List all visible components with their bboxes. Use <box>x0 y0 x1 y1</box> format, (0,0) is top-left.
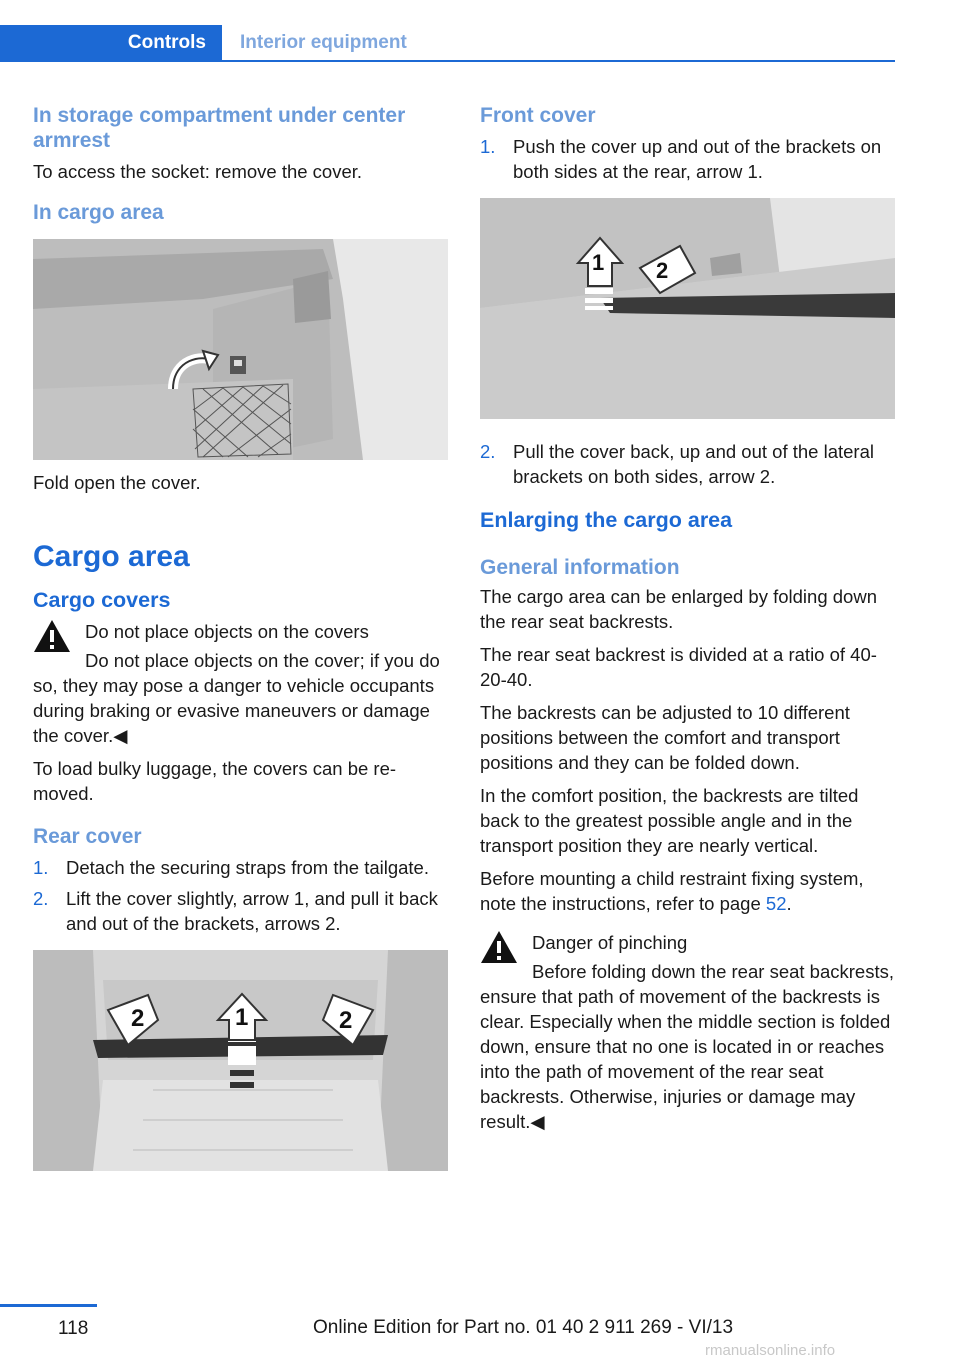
warning-triangle-icon <box>33 619 71 653</box>
figure-front-cover <box>480 198 895 419</box>
step-number: 1. <box>33 857 49 878</box>
footer-rule <box>0 1304 97 1307</box>
header-rule <box>0 60 895 62</box>
text-comfort-position: In the comfort position, the backrests are tilted back to the greatest possible angle and in the transport position they are nearly vertical. <box>480 785 859 856</box>
arrow-label: 2 <box>656 258 669 283</box>
list-item <box>480 439 895 489</box>
figure-rear-cover <box>33 950 448 1171</box>
front-cover-step-1 <box>480 134 895 184</box>
watermark: rmanualsonline.info <box>705 1342 836 1359</box>
arrow-label: 1 <box>235 1004 249 1031</box>
front-cover-step-2 <box>480 439 895 489</box>
warning-triangle-icon <box>480 930 518 964</box>
text-bulky-luggage: To load bulky luggage, the covers can be removed. <box>33 758 397 804</box>
arrow-label: 2 <box>339 1007 353 1034</box>
right-column <box>480 103 895 1142</box>
list-item <box>33 855 448 880</box>
warning-objects-on-covers <box>33 619 448 748</box>
heading-enlarging-cargo-area: Enlarging the cargo area <box>480 508 733 532</box>
step-number: 1. <box>480 136 496 157</box>
page-reference-link[interactable]: 52 <box>765 893 787 914</box>
text-child-restraint <box>480 866 895 916</box>
step-text: Lift the cover slightly, arrow 1, and pull it back and out of the brackets, arrows 2. <box>66 888 438 934</box>
page-number: 118 <box>58 1318 89 1339</box>
heading-front-cover: Front cover <box>480 104 596 127</box>
step-number: 2. <box>480 441 496 462</box>
text-enlarged-by-folding: The cargo area can be enlarged by folding down the rear seat backrests. <box>480 586 877 632</box>
warning-body: Do not place objects on the cover; if you do so, they may pose a danger to vehicle occupants during braking or evasive maneuvers or damage the cover.◀ <box>33 650 440 746</box>
cargo-socket-illustration <box>33 239 448 460</box>
warning-title: Do not place objects on the covers <box>85 621 369 642</box>
figure-cargo-socket <box>33 239 448 460</box>
step-text: Pull the cover back, up and out of the lateral brackets on both sides, arrow 2. <box>513 441 874 487</box>
warning-title: Danger of pinching <box>532 932 688 953</box>
heading-cargo-area: Cargo area <box>33 540 190 573</box>
text-access-socket: To access the socket: remove the cover. <box>33 161 363 182</box>
warning-body: Before folding down the rear seat backrests, ensure that path of movement of the backrests is clear. Especially when the middle section is folded down, ensure that no one is located in or reaches into the path of movement of the rear seat backrests. Otherwise, injuries or damage may result.◀ <box>480 961 894 1132</box>
tab-interior-equipment[interactable]: Interior equipment <box>240 32 407 53</box>
rear-cover-illustration <box>33 950 448 1171</box>
left-column <box>33 103 448 1171</box>
tab-controls[interactable]: Controls <box>0 25 222 61</box>
heading-cargo-covers: Cargo covers <box>33 588 171 612</box>
step-number: 2. <box>33 888 49 909</box>
step-text: Detach the securing straps from the tailgate. <box>66 857 429 878</box>
edition-info: Online Edition for Part no. 01 40 2 911 269 - VI/13 <box>313 1317 734 1338</box>
page-header <box>0 0 960 62</box>
heading-storage-compartment: In storage compartment under center armrest <box>33 104 406 152</box>
heading-rear-cover: Rear cover <box>33 825 142 848</box>
heading-general-information: General information <box>480 556 680 579</box>
list-item <box>33 886 448 936</box>
arrow-label: 1 <box>592 250 605 275</box>
text-ratio: The rear seat backrest is divided at a ratio of 40-20-40. <box>480 644 877 690</box>
warning-danger-pinching <box>480 930 895 1134</box>
list-item <box>480 134 895 184</box>
text-fold-open: Fold open the cover. <box>33 472 201 493</box>
arrow-label: 2 <box>131 1005 145 1032</box>
heading-in-cargo-area: In cargo area <box>33 201 164 224</box>
front-cover-illustration <box>480 198 895 419</box>
rear-cover-steps <box>33 855 448 936</box>
text-positions: The backrests can be adjusted to 10 different positions between the comfort and transport positions and they can be folded down. <box>480 702 850 773</box>
text-period: . <box>786 893 792 914</box>
step-text: Push the cover up and out of the brackets on both sides at the rear, arrow 1. <box>513 136 882 182</box>
text-child-restraint-body: Before mounting a child restraint fixing system, note the instructions, refer to page <box>480 868 864 914</box>
